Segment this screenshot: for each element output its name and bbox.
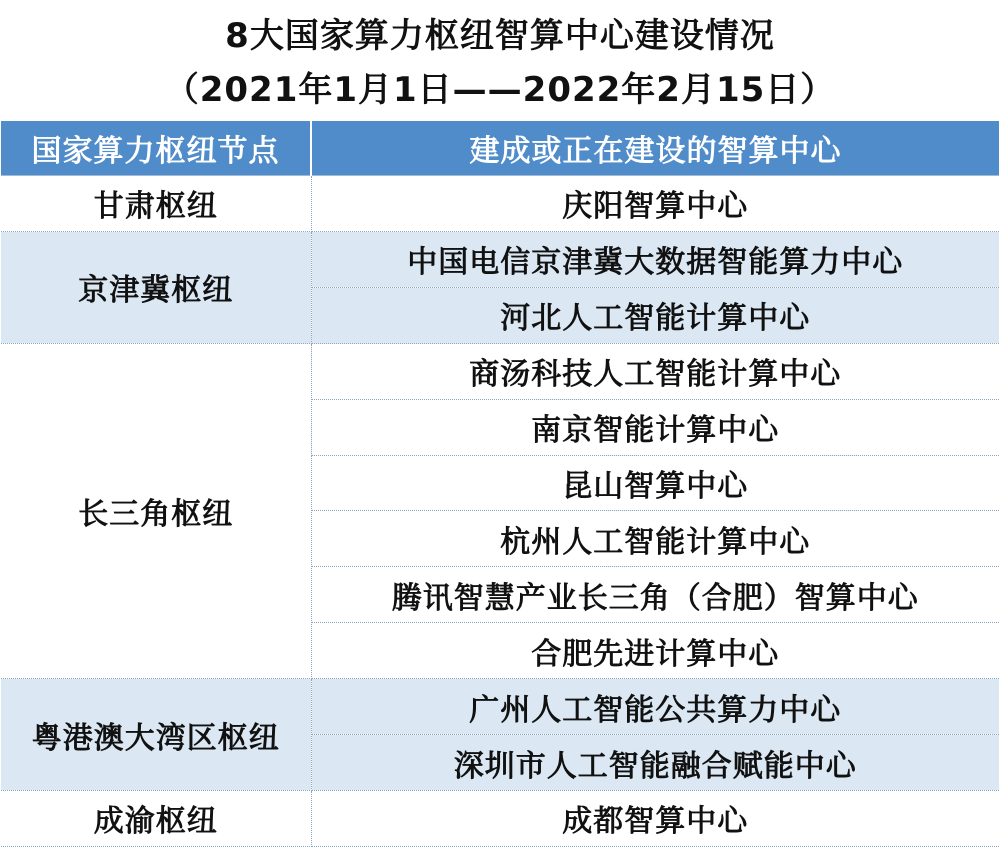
hub-node-cell: 长三角枢纽: [1, 343, 311, 678]
header-hub-node: 国家算力枢纽节点: [1, 121, 311, 176]
compute-center-cell: 商汤科技人工智能计算中心: [311, 343, 999, 399]
hub-node-cell: 京津冀枢纽: [1, 231, 311, 343]
table-row: [1, 176, 999, 232]
compute-center-cell: 昆山智算中心: [311, 455, 999, 511]
compute-center-cell: 腾讯智慧产业长三角（合肥）智算中心: [311, 567, 999, 623]
table-row: [1, 790, 999, 846]
table-row: [1, 231, 999, 287]
compute-center-cell: 广州人工智能公共算力中心: [311, 679, 999, 735]
hub-node-cell: 成渝枢纽: [1, 790, 311, 846]
compute-center-cell: 成都智算中心: [311, 790, 999, 846]
table-row: [1, 343, 999, 399]
page-subtitle-date-range: （2021年1月1日——2022年2月15日）: [164, 70, 836, 110]
header-compute-centers: 建成或正在建设的智算中心: [311, 121, 999, 176]
page-title: 8大国家算力枢纽智算中心建设情况: [225, 16, 775, 56]
hub-node-cell: 甘肃枢纽: [1, 176, 311, 232]
compute-center-cell: 深圳市人工智能融合赋能中心: [311, 735, 999, 791]
compute-center-cell: 庆阳智算中心: [311, 176, 999, 232]
compute-center-cell: 中国电信京津冀大数据智能算力中心: [311, 231, 999, 287]
compute-center-cell: 河北人工智能计算中心: [311, 287, 999, 343]
table-row: [1, 679, 999, 735]
compute-hub-table: [1, 121, 999, 847]
table-body: [1, 176, 999, 847]
compute-center-cell: 杭州人工智能计算中心: [311, 511, 999, 567]
hub-node-cell: 粤港澳大湾区枢纽: [1, 679, 311, 791]
table-header-row: [1, 121, 999, 176]
compute-center-cell: 合肥先进计算中心: [311, 623, 999, 679]
compute-center-cell: 南京智能计算中心: [311, 399, 999, 455]
